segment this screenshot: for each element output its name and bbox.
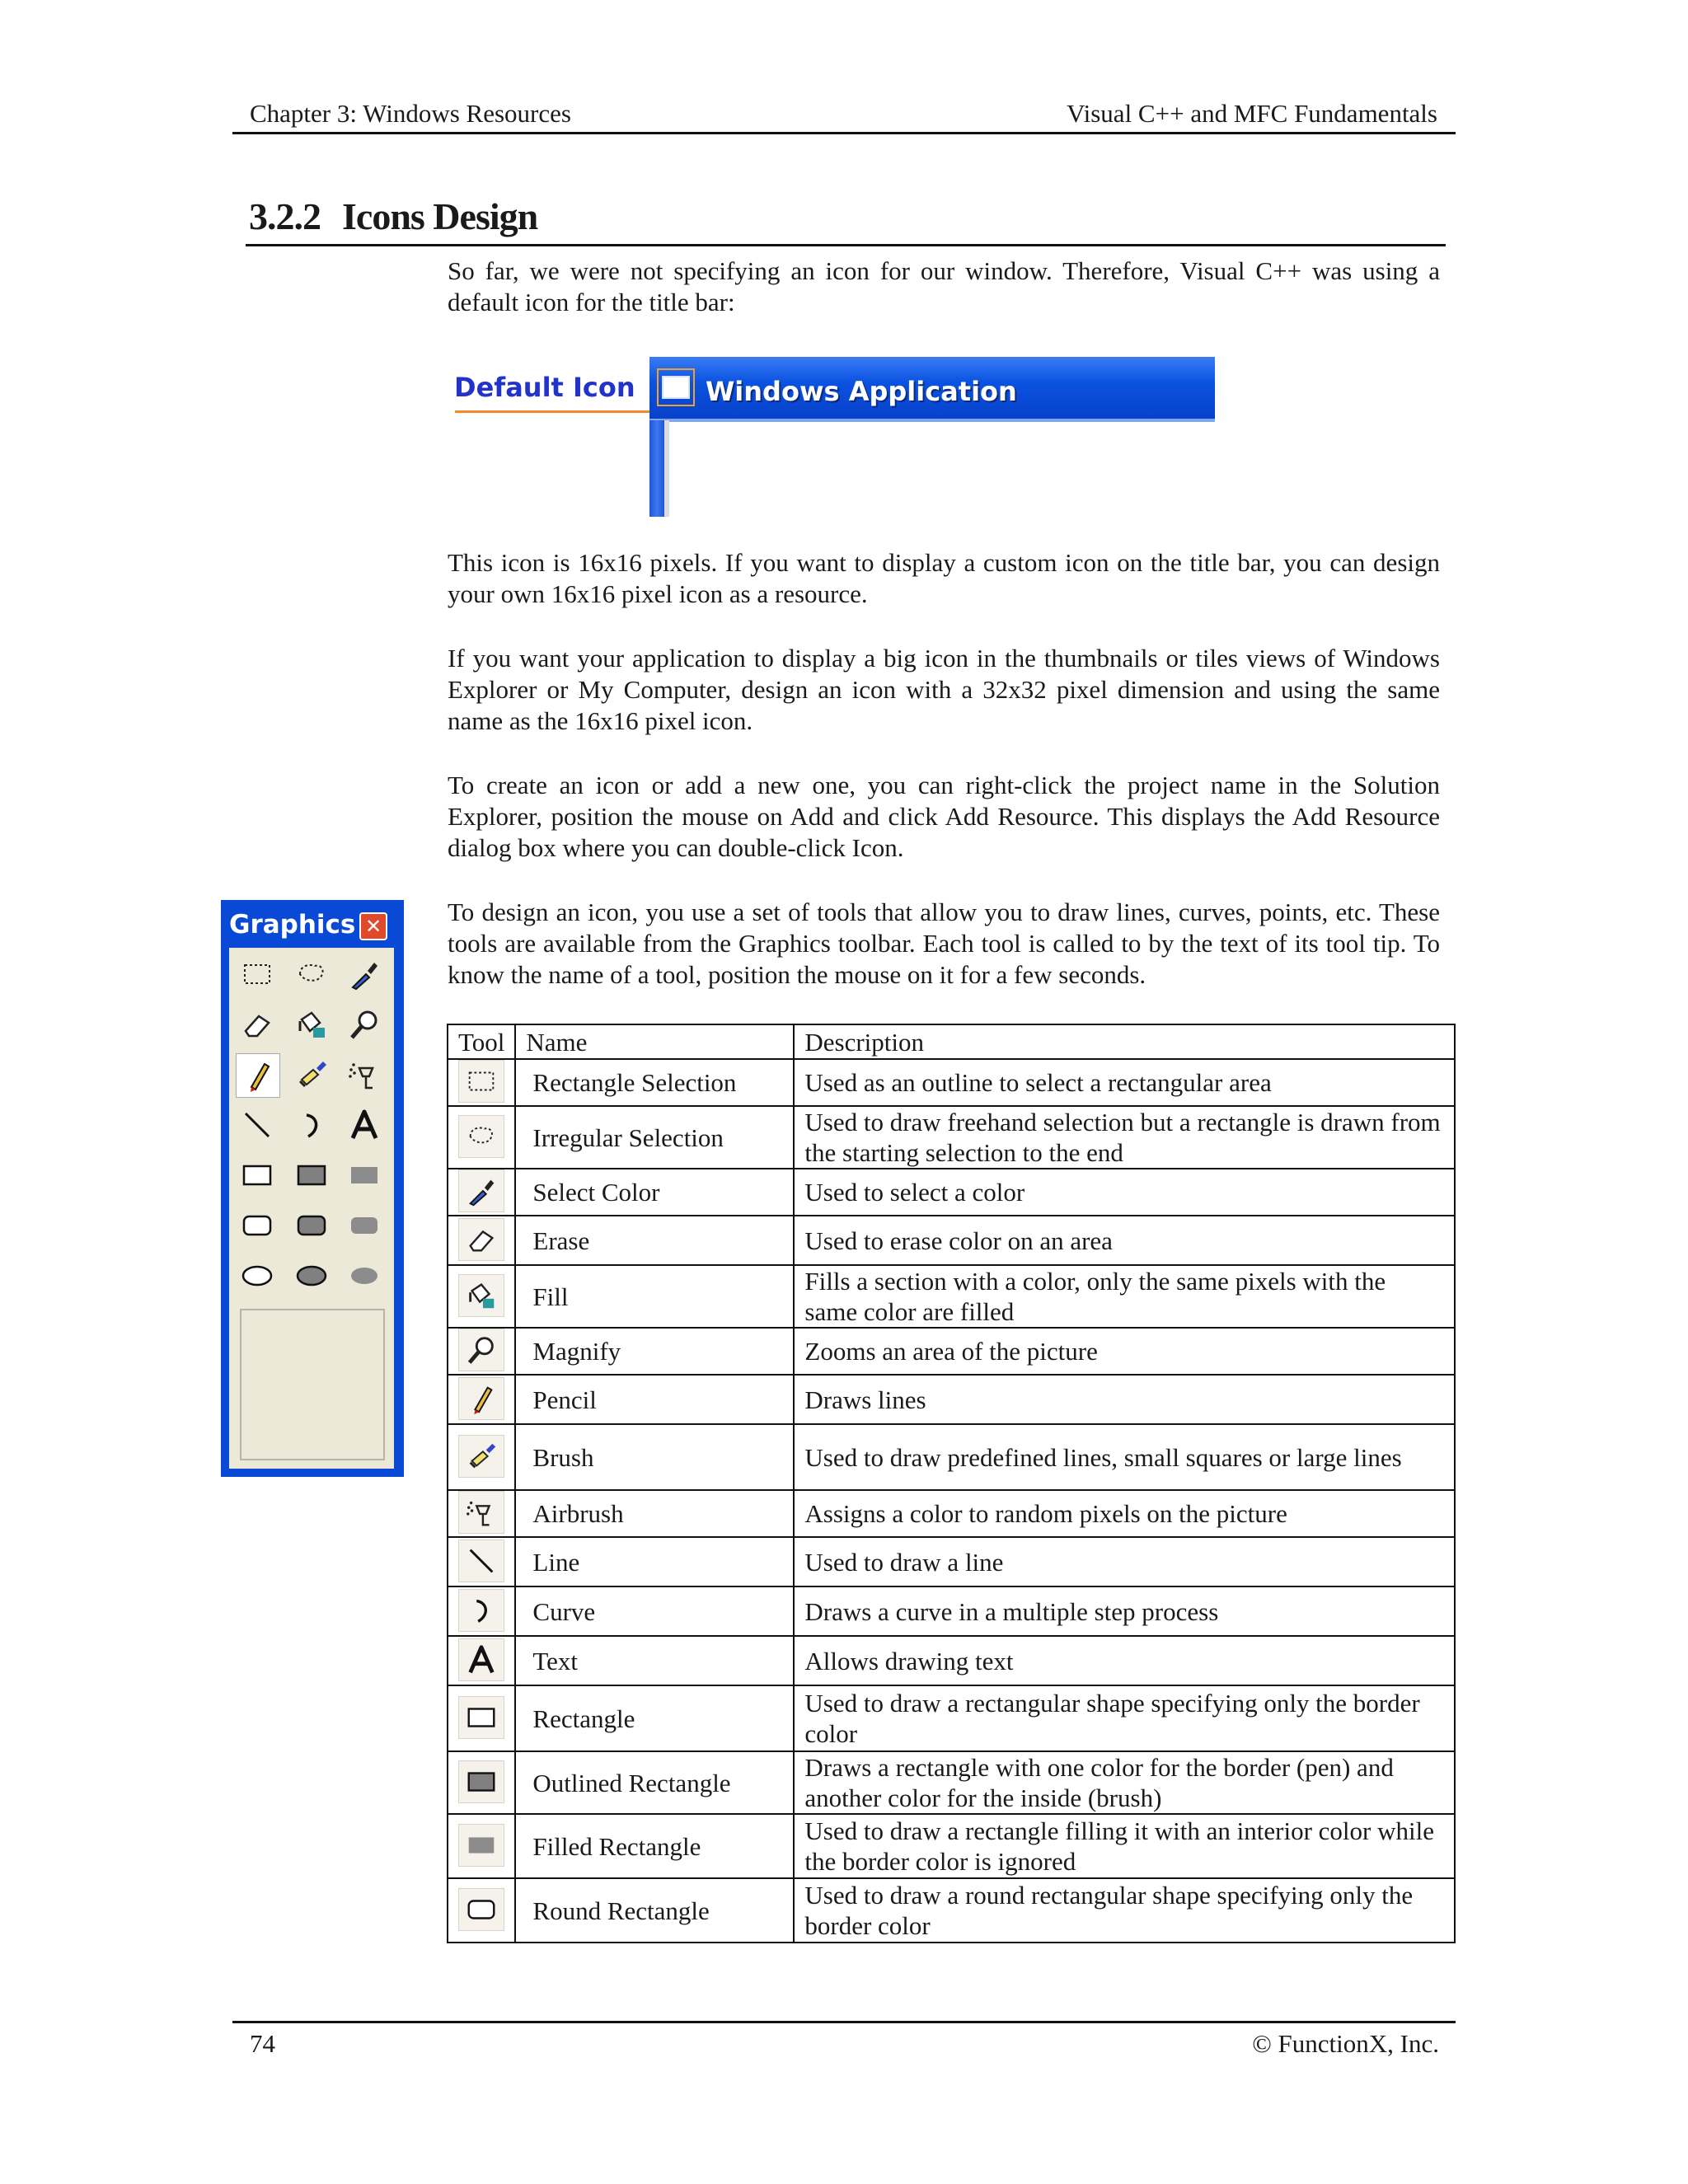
irregular-select-icon[interactable] xyxy=(290,953,333,996)
outlined-rectangle-icon xyxy=(458,1760,504,1803)
section-title: Icons Design xyxy=(342,195,538,237)
table-header-row xyxy=(448,1024,1455,1059)
tool-name: Airbrush xyxy=(515,1490,794,1537)
table-row xyxy=(448,1586,1455,1636)
tool-cell xyxy=(448,1537,515,1586)
rectangle-icon xyxy=(458,1696,504,1739)
tool-cell xyxy=(448,1216,515,1265)
table-row xyxy=(448,1106,1455,1169)
page-number: 74 xyxy=(250,2029,275,2058)
tool-cell xyxy=(448,1265,515,1328)
tool-description: Draws a rectangle with one color for the border (pen) and another color for the inside (brush) xyxy=(794,1751,1455,1814)
tool-name: Erase xyxy=(515,1216,794,1265)
tool-description: Allows drawing text xyxy=(794,1636,1455,1685)
tool-description: Used to draw a round rectangular shape specifying only the border color xyxy=(794,1878,1455,1943)
header-name: Name xyxy=(515,1024,794,1059)
tool-cell xyxy=(448,1424,515,1490)
table-row xyxy=(448,1636,1455,1685)
tool-description: Used to erase color on an area xyxy=(794,1216,1455,1265)
tool-description: Used to draw a line xyxy=(794,1537,1455,1586)
window-client-edge xyxy=(664,420,669,517)
magnify-icon[interactable] xyxy=(343,1003,386,1046)
filled-rectangle-icon[interactable] xyxy=(343,1154,386,1197)
airbrush-icon xyxy=(458,1491,504,1534)
round-rectangle-icon[interactable] xyxy=(236,1204,279,1247)
text-icon xyxy=(458,1638,504,1681)
line-icon xyxy=(458,1540,504,1582)
tool-name: Outlined Rectangle xyxy=(515,1751,794,1814)
tool-name: Rectangle Selection xyxy=(515,1059,794,1106)
magnify-icon xyxy=(458,1329,504,1371)
table-row xyxy=(448,1328,1455,1375)
window-icon-glyph xyxy=(663,377,688,397)
table-row xyxy=(448,1424,1455,1490)
ellipse-icon[interactable] xyxy=(236,1254,279,1297)
fill-icon xyxy=(458,1274,504,1317)
figure-callout-line xyxy=(455,410,653,413)
tool-cell xyxy=(448,1685,515,1751)
tool-description: Used to draw a rectangle filling it with an interior color while the border color is ignored xyxy=(794,1814,1455,1878)
graphics-toolbar-title: Graphics xyxy=(229,910,356,940)
tools-table xyxy=(447,1024,1456,1943)
window-border xyxy=(649,420,664,517)
select-color-icon[interactable] xyxy=(343,953,386,996)
table-row xyxy=(448,1375,1455,1424)
table-row xyxy=(448,1059,1455,1106)
table-row xyxy=(448,1265,1455,1328)
paragraph-2: This icon is 16x16 pixels. If you want to display a custom icon on the title bar, you can design your own 16x16 pixel icon as a resource. xyxy=(448,548,1440,608)
tool-name: Select Color xyxy=(515,1169,794,1216)
brush-icon[interactable] xyxy=(290,1053,333,1096)
outlined-rectangle-icon[interactable] xyxy=(290,1154,333,1197)
tool-cell xyxy=(448,1586,515,1636)
figure-label: Default Icon xyxy=(454,372,635,403)
tool-description: Used to draw a rectangular shape specifying only the border color xyxy=(794,1685,1455,1751)
tool-name: Line xyxy=(515,1537,794,1586)
outlined-round-rectangle-icon[interactable] xyxy=(290,1204,333,1247)
tool-description: Zooms an area of the picture xyxy=(794,1328,1455,1375)
select-color-icon xyxy=(458,1169,504,1212)
tool-name: Text xyxy=(515,1636,794,1685)
window-title: Windows Application xyxy=(706,376,1017,407)
close-icon[interactable]: ✕ xyxy=(359,912,387,940)
outlined-ellipse-icon[interactable] xyxy=(290,1254,333,1297)
tool-cell xyxy=(448,1059,515,1106)
tool-cell xyxy=(448,1814,515,1878)
tool-name: Round Rectangle xyxy=(515,1878,794,1943)
tool-description: Used to draw freehand selection but a rectangle is drawn from the starting selection to the end xyxy=(794,1106,1455,1169)
table-row xyxy=(448,1814,1455,1878)
rect-select-icon[interactable] xyxy=(236,953,279,996)
table-row xyxy=(448,1537,1455,1586)
text-icon[interactable] xyxy=(343,1104,386,1146)
tool-name: Filled Rectangle xyxy=(515,1814,794,1878)
fill-icon[interactable] xyxy=(290,1003,333,1046)
tool-cell xyxy=(448,1328,515,1375)
table-row xyxy=(448,1490,1455,1537)
table-row xyxy=(448,1216,1455,1265)
tool-options-well xyxy=(240,1309,385,1460)
table-row xyxy=(448,1751,1455,1814)
paragraph-1: So far, we were not specifying an icon for our window. Therefore, Visual C++ was using a default icon for the title bar: xyxy=(448,256,1440,316)
tool-name: Curve xyxy=(515,1586,794,1636)
tool-cell xyxy=(448,1106,515,1169)
tool-description: Used to draw predefined lines, small squares or large lines xyxy=(794,1424,1455,1490)
pencil-icon xyxy=(458,1377,504,1420)
round-rectangle-icon xyxy=(458,1888,504,1931)
tool-description: Fills a section with a color, only the same pixels with the same color are filled xyxy=(794,1265,1455,1328)
table-row xyxy=(448,1685,1455,1751)
footer-rule xyxy=(232,2021,1456,2023)
tool-name: Magnify xyxy=(515,1328,794,1375)
running-header-left: Chapter 3: Windows Resources xyxy=(250,99,571,128)
tool-name: Pencil xyxy=(515,1375,794,1424)
header-description: Description xyxy=(794,1024,1455,1059)
erase-icon[interactable] xyxy=(236,1003,279,1046)
tool-cell xyxy=(448,1751,515,1814)
line-icon[interactable] xyxy=(236,1104,279,1146)
curve-icon xyxy=(458,1589,504,1632)
tool-description: Draws a curve in a multiple step process xyxy=(794,1586,1455,1636)
curve-icon[interactable] xyxy=(290,1104,333,1146)
paragraph-3: If you want your application to display a big icon in the thumbnails or tiles views of Windows Explorer or My Computer, design an icon with a 32x32 pixel dimension and using the same name as the 16x16 pixel icon. xyxy=(448,644,1440,735)
paragraph-4: To create an icon or add a new one, you can right-click the project name in the Solution Explorer, position the mouse on Add and click Add Resource. This displays the Add Resource dialog box where you can double-click Icon. xyxy=(448,771,1440,862)
table-row xyxy=(448,1878,1455,1943)
pencil-icon[interactable] xyxy=(236,1053,280,1098)
tool-description: Used as an outline to select a rectangular area xyxy=(794,1059,1455,1106)
tool-cell xyxy=(448,1169,515,1216)
tool-name: Brush xyxy=(515,1424,794,1490)
tool-description: Used to select a color xyxy=(794,1169,1455,1216)
section-number: 3.2.2 xyxy=(249,195,321,237)
paragraph-5: To design an icon, you use a set of tools that allow you to draw lines, curves, points, etc. These tools are available from the Graphics toolbar. Each tool is called to by the text of its tool tip. To know the name of a tool, position the mouse on it for a few seconds. xyxy=(448,898,1440,989)
tool-name: Rectangle xyxy=(515,1685,794,1751)
rectangle-icon[interactable] xyxy=(236,1154,279,1197)
section-heading xyxy=(249,194,537,238)
tool-name: Irregular Selection xyxy=(515,1106,794,1169)
header-tool: Tool xyxy=(448,1024,515,1059)
filled-ellipse-icon[interactable] xyxy=(343,1254,386,1297)
brush-icon xyxy=(458,1435,504,1478)
erase-icon xyxy=(458,1218,504,1261)
copyright: © FunctionX, Inc. xyxy=(1252,2029,1439,2058)
tool-cell xyxy=(448,1636,515,1685)
airbrush-icon[interactable] xyxy=(343,1053,386,1096)
default-window-icon[interactable] xyxy=(657,368,695,406)
tool-name: Fill xyxy=(515,1265,794,1328)
filled-rectangle-icon xyxy=(458,1824,504,1867)
running-header-right: Visual C++ and MFC Fundamentals xyxy=(1067,99,1437,128)
tool-description: Draws lines xyxy=(794,1375,1455,1424)
irregular-select-icon xyxy=(458,1115,504,1158)
tool-cell xyxy=(448,1878,515,1943)
rect-select-icon xyxy=(458,1060,504,1103)
tool-cell xyxy=(448,1375,515,1424)
filled-round-rectangle-icon[interactable] xyxy=(343,1204,386,1247)
tool-cell xyxy=(448,1490,515,1537)
tool-description: Assigns a color to random pixels on the picture xyxy=(794,1490,1455,1537)
header-rule xyxy=(232,132,1456,134)
table-row xyxy=(448,1169,1455,1216)
titlebar-edge xyxy=(649,419,1215,422)
section-rule xyxy=(246,244,1446,246)
